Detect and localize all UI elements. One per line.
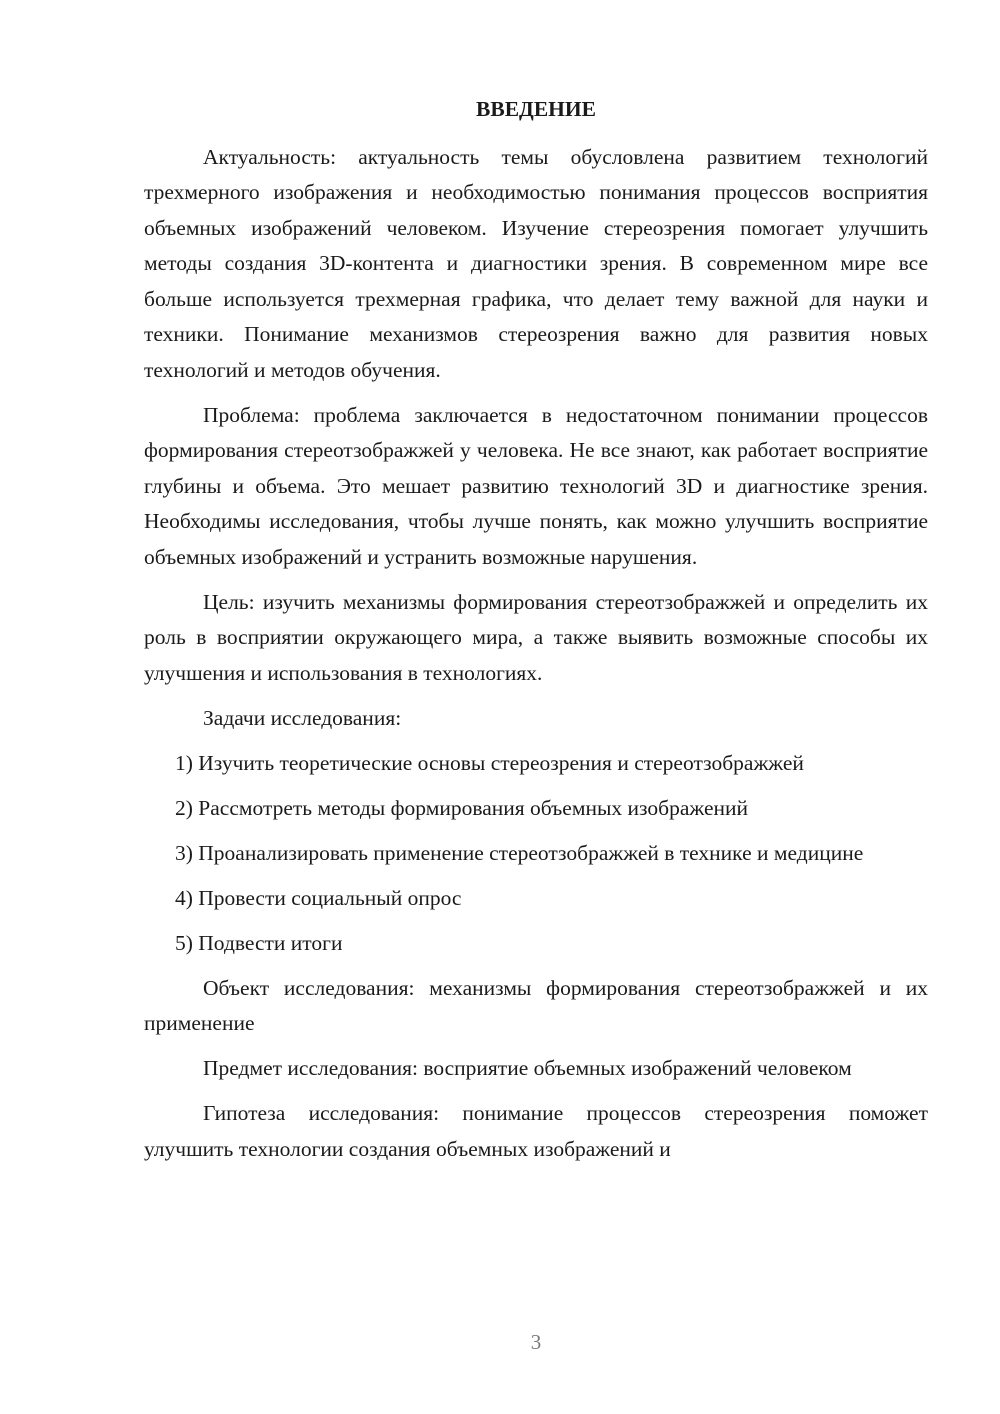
paragraph-problem: Проблема: проблема заключается в недостаточном понимании процессов формирования стереотзображжей у человека. Не все знают, как работает восприятие глубины и объема. Это мешает развитию технологий 3D и диагностике зрения. Необходимы исследования, чтобы лучше понять, как можно улучшить восприятие объемных изображений и устранить возможные нарушения.: [144, 402, 928, 569]
paragraph-relevance: Актуальность: актуальность темы обусловлена развитием технологий трехмерного изображения и необходимостью понимания процессов восприятия объемных изображений человеком. Изучение стереозрения помогает улучшить методы создания 3D-контента и диагностики зрения. В современном мире все больше используется трехмерная графика, что делает тему важной для науки и техники. Понимание механизмов стереозрения важно для развития новых технологий и методов обучения.: [144, 144, 928, 382]
task-item-5: 5) Подвести итоги: [175, 930, 343, 955]
task-item-1: 1) Изучить теоретические основы стереозрения и стереотзображжей: [175, 750, 804, 775]
page-title: ВВЕДЕНИЕ: [476, 97, 596, 121]
paragraph-object: Объект исследования: механизмы формирования стереотзображжей и их применение: [144, 975, 928, 1035]
task-item-2: 2) Рассмотреть методы формирования объемных изображений: [175, 795, 749, 820]
paragraph-goal: Цель: изучить механизмы формирования стереотзображжей и определить их роль в восприятии окружающего мира, а также выявить возможные способы их улучшения и использования в технологиях.: [144, 589, 928, 685]
page-number: 3: [530, 1330, 542, 1354]
document-page: [144, 92, 928, 1177]
paragraph-subject: Предмет исследования: восприятие объемных изображений человеком: [203, 1056, 852, 1080]
task-item-4: 4) Провести социальный опрос: [175, 885, 462, 910]
paragraph-hypothesis: Гипотеза исследования: понимание процессов стереозрения поможет улучшить технологии создания объемных изображений и: [144, 1101, 928, 1161]
task-item-3: 3) Проанализировать применение стереотзображжей в технике и медицине: [175, 840, 864, 865]
paragraph-tasks-heading: Задачи исследования:: [203, 705, 402, 730]
